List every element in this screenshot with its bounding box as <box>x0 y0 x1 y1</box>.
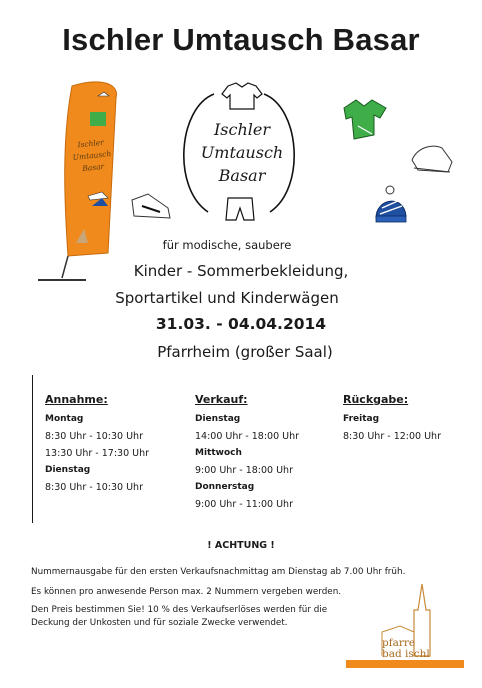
running-shoe-icon <box>128 186 174 224</box>
day-label: Dienstag <box>195 414 241 424</box>
verkauf-column <box>195 391 299 513</box>
flag-text: Ischler Umtausch Basar <box>72 137 112 174</box>
rueckgabe-heading: Rückgabe: <box>343 393 409 406</box>
intro-line-2: Kinder - Sommerbekleidung, <box>133 262 349 280</box>
intro-line-3: Sportartikel und Kinderwägen <box>115 289 339 307</box>
annahme-column <box>45 391 149 496</box>
time-range: 8:30 Uhr - 10:30 Uhr <box>45 482 143 493</box>
parish-logo-bar <box>346 660 464 668</box>
green-shirt-icon <box>336 96 390 144</box>
time-range: 8:30 Uhr - 10:30 Uhr <box>45 431 143 442</box>
day-label: Dienstag <box>45 465 91 475</box>
day-label: Freitag <box>343 414 380 424</box>
event-location: Pfarrheim (großer Saal) <box>157 343 333 361</box>
basar-logo-text: Ischler Umtausch Basar <box>200 120 284 185</box>
time-range: 9:00 Uhr - 11:00 Uhr <box>195 499 293 510</box>
schedule-section <box>32 375 463 523</box>
verkauf-heading: Verkauf: <box>195 393 248 406</box>
page-title: Ischler Umtausch Basar <box>62 22 420 57</box>
day-label: Montag <box>45 414 84 424</box>
time-range: 9:00 Uhr - 18:00 Uhr <box>195 465 293 476</box>
parish-logo-text: pfarre bad ischl <box>382 637 430 660</box>
notice-line-1: Nummernausgabe für den ersten Verkaufsnachmittag am Dienstag ab 7.00 Uhr früh. <box>31 567 406 577</box>
time-range: 8:30 Uhr - 12:00 Uhr <box>343 431 441 442</box>
rueckgabe-column <box>343 391 441 445</box>
notice-paragraph: Den Preis bestimmen Sie! 10 % des Verkaufserlöses werden für die Deckung der Unkosten und für soziale Zwecke verwendet. <box>31 605 328 628</box>
sneaker-icon <box>408 138 456 178</box>
day-label: Mittwoch <box>195 448 242 458</box>
time-range: 13:30 Uhr - 17:30 Uhr <box>45 448 150 459</box>
beach-flag-illustration <box>28 78 128 288</box>
intro-line-1: für modische, saubere <box>162 238 292 252</box>
annahme-heading: Annahme: <box>45 393 108 406</box>
attention-heading: ! ACHTUNG ! <box>207 540 275 551</box>
day-label: Donnerstag <box>195 482 255 492</box>
notice-line-2: Es können pro anwesende Person max. 2 Nummern vergeben werden. <box>31 587 342 597</box>
event-dates: 31.03. - 04.04.2014 <box>155 315 327 333</box>
time-range: 14:00 Uhr - 18:00 Uhr <box>195 431 300 442</box>
beanie-icon <box>372 184 410 226</box>
